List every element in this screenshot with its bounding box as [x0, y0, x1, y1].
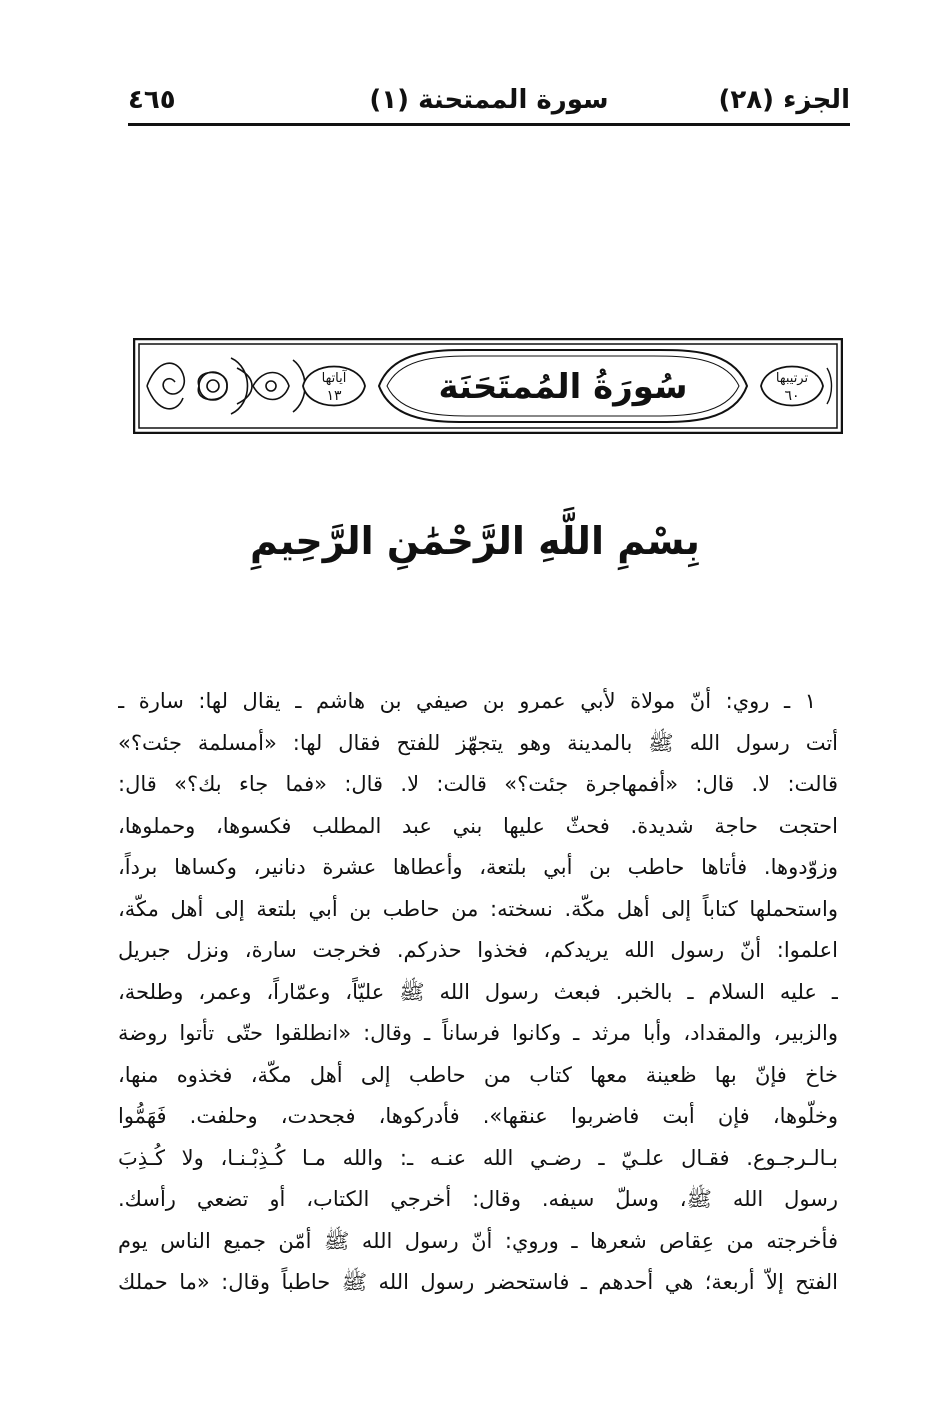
- text-line: قالت: لا. قال: «أفمهاجرة جئت؟» قالت: لا. قال: «فما جاء بك؟» قال:: [118, 772, 838, 796]
- header-rule: [128, 123, 850, 126]
- text-line: بـالـرجـوع. فقـال علـيّ ـ رضـي الله عنـه ـ: والله مـا كُـذِبْـنـا، ولا كُـذِبَ: [118, 1145, 838, 1170]
- text-line: ١ ـ روي: أنّ مولاة لأبي عمرو بن صيفي بن هاشم ـ يقال لها: سارة ـ: [118, 689, 816, 713]
- verses-label: آياتها: [321, 371, 347, 386]
- page-number: ٤٦٥: [128, 85, 176, 115]
- text-line: أتت رسول الله ﷺ بالمدينة وهو يتجهّز للفتح فقال لها: «أمسلمة جئت؟»: [118, 730, 838, 755]
- banner-frame: [133, 338, 843, 434]
- verses-medallion: [303, 367, 365, 406]
- text-line: اعلموا: أنّ رسول الله يريدكم، فخذوا حذركم. فخرجت سارة، ونزل جبريل: [118, 938, 838, 962]
- surah-title: سُورَةُ المُمتَحَنَة: [438, 367, 688, 407]
- text-line: واستحملها كتاباً إلى أهل مكّة. نسخته: من حاطب بن أبي بلتعة إلى أهل مكّة،: [118, 896, 838, 921]
- text-line: وزوّدوها. فأتاها حاطب بن أبي بلتعة، وأعطاها عشرة دنانير، وكساها برداً،: [118, 855, 838, 879]
- basmala: [250, 508, 700, 578]
- order-medallion: [761, 367, 823, 406]
- text-line: الفتح إلاّ أربعة؛ هي أحدهم ـ فاستحضر رسول الله ﷺ حاطباً وقال: «ما حملك: [118, 1270, 838, 1294]
- order-value: ٦٠: [784, 388, 800, 404]
- text-line: والزبير، والمقداد، وأبا مرثد ـ وكانوا فرساناً ـ وقال: «انطلقوا حتّى تأتوا روضة: [118, 1021, 838, 1045]
- text-line: ـ عليه السلام ـ بالخبر. فبعث رسول الله ﷺ عليّاً، وعمّاراً، وعمر، وطلحة،: [118, 979, 838, 1004]
- order-label: ترتيبها: [775, 371, 809, 386]
- title-cartouche: [379, 350, 747, 422]
- text-line: فأخرجته من عِقاص شعرها ـ وروي: أنّ رسول الله ﷺ أمّن جميع الناس يوم: [118, 1228, 838, 1253]
- running-header: [128, 82, 850, 126]
- text-line: وخلّوها، فإن أبت فاضربوا عنقها». فأدركوها، فجحدت، وحلفت. فَهَمُّوا: [118, 1104, 838, 1128]
- right-ornament: [827, 368, 832, 404]
- verses-value: ١٣: [326, 388, 342, 404]
- body-text: [118, 681, 838, 1304]
- part-label: الجزء (٢٨): [718, 85, 850, 115]
- text-line: احتجت حاجة شديدة. فحثّ عليها بني عبد المطلب فكسوها، وحملوها،: [118, 813, 838, 838]
- text-line: خاخ فإنّ بها ظعينة معها كتاب من حاطب إلى أهل مكّة، فخذوه منها،: [118, 1062, 838, 1087]
- surah-header-label: سورة الممتحنة (١): [369, 85, 609, 115]
- left-ornament: [147, 358, 305, 414]
- surah-title-banner: [133, 338, 843, 434]
- text-line: رسول الله ﷺ، وسلّ سيفه. وقال: أخرجي الكتاب، أو تضعي رأسك.: [118, 1187, 838, 1211]
- basmala-text: بِسْمِ اللَّهِ الرَّحْمَٰنِ الرَّحِيمِ: [250, 519, 700, 563]
